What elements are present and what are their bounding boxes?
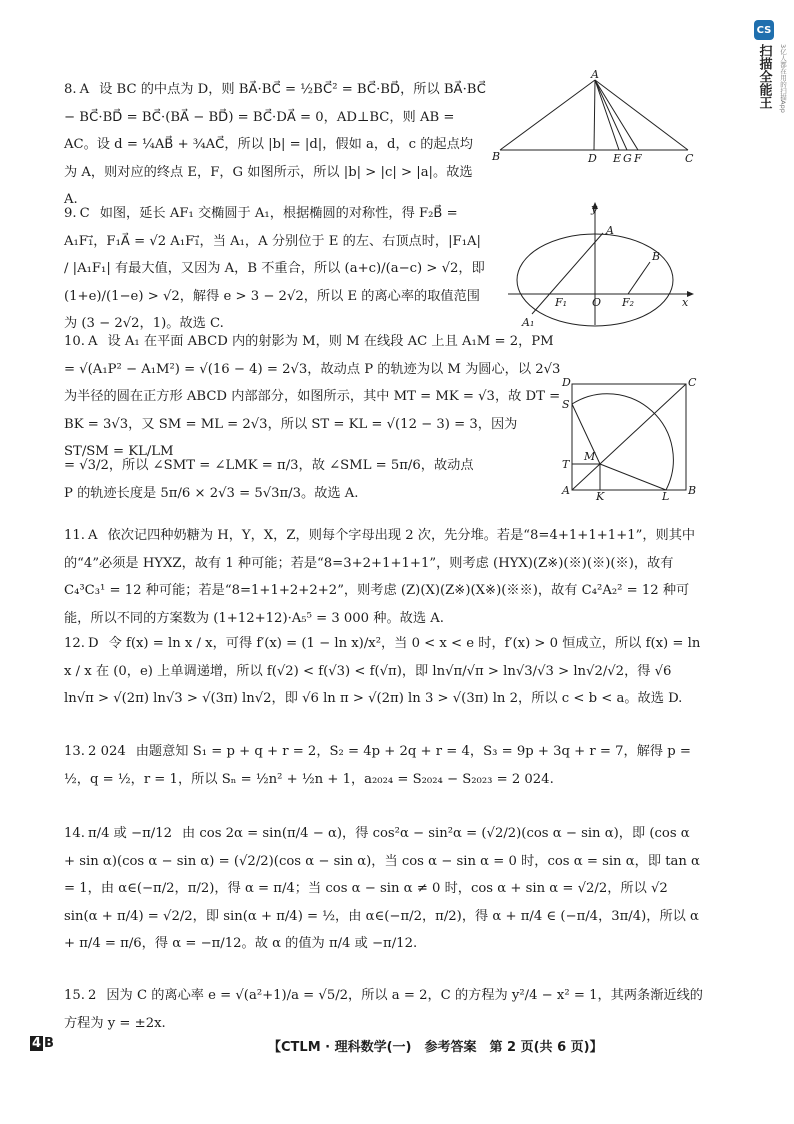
solution-text: 由 cos 2α = sin(π/4 − α)，得 cos²α − sin²α = (√2/2)(cos α − sin α)，即 (cos α + sin α)(cos α − sin α) = (√2/2)(cos α − sin α)，当 cos α − sin α = 0 时，cos α = sin α，即 tan α = 1，由 α∈(−π/2，π/2)，得 α = π/4；当 cos α − sin α ≠ 0 时，cos α + sin α = √2/2，所以 √2 sin(α + π/4) = √2/2，即 sin(α + π/4) = ½，由 α∈(−π/2，π/2)，得 α + π/4 ∈ (−π/4，3π/4)，所以 α + π/4 = π/6，得 α = −π/12。故 α 的值为 π/4 或 −π/12.	[64, 826, 700, 951]
answer-q10-part1	[64, 328, 564, 466]
answer-choice: A	[87, 334, 98, 349]
answer-q11	[64, 522, 704, 632]
question-number: 10.	[64, 334, 85, 349]
question-number: 15.	[64, 988, 85, 1003]
solution-text: 令 f(x) = ln x / x，可得 f′(x) = (1 − ln x)/x²，当 0 < x < e 时，f′(x) > 0 恒成立，所以 f(x) = ln x / x 在 (0，e) 上单调递增，所以 f(√2) < f(√3) < f(√π)，即 ln√π/√π > ln√3/√3 > ln√2/√2，得 √6 ln√π > √(2π) ln√3 > √(3π) ln√2，即 √6 ln π > √(2π) ln 3 > √(3π) ln 2，所以 c < b < a。故选 D.	[64, 636, 701, 706]
question-number: 8.	[64, 82, 77, 97]
answer-value: 2	[87, 988, 97, 1003]
answer-q10-part2	[64, 452, 486, 507]
paper-code-box: 4	[32, 1036, 42, 1051]
solution-text: 依次记四种奶糖为 H，Y，X，Z，则每个字母出现 2 次，先分堆。若是“8=4+1+1+1+1”，则其中的“4”必须是 HYXZ，故有 1 种可能；若是“8=3+2+1+1+1”，则考虑 (HYX)(Z※)(※)(※)(※)，故有 C₄³C₃¹ = 12 种可能；若是“8=1+1+2+2+2”，则考虑 (Z)(X)(Z※)(X※)(※※)，故有 C₄²A₂² = 12 种可能，所以不同的方案数为 (1+12+12)·A₅⁵ = 3 000 种。故选 A.	[64, 528, 696, 626]
answer-q8	[64, 76, 486, 214]
point-g-label: G	[623, 152, 632, 165]
paper-code	[30, 1036, 54, 1051]
solution-text: 由题意知 S₁ = p + q + r = 2，S₂ = 4p + 2q + r = 4，S₃ = 9p + 3q + r = 7，解得 p = ½，q = ½，r = 1，所以 Sₙ = ½n² + ½n + 1，a₂₀₂₄ = S₂₀₂₄ − S₂₀₂₃ = 2 024.	[64, 744, 691, 787]
question-number: 9.	[64, 206, 77, 221]
focus-f1-label: F₁	[555, 296, 568, 309]
origin-label: O	[592, 296, 602, 309]
question-number: 11.	[64, 528, 85, 543]
footer-title: 【CTLM · 理科数学(一) 参考答案 第 2 页(共 6 页)】	[268, 1040, 603, 1055]
solution-text-continued: = √3/2，所以 ∠SMT = ∠LMK = π/3，故 ∠SML = 5π/6，故动点 P 的轨迹长度是 5π/6 × 2√3 = 5√3π/3。故选 A.	[64, 458, 474, 501]
answer-q14	[64, 820, 704, 958]
answer-choice: D	[87, 636, 99, 651]
point-m-label: M	[584, 450, 596, 463]
point-a1-label: A₁	[522, 316, 535, 329]
square-figure-q10	[558, 372, 698, 502]
point-e-label: E	[613, 152, 622, 165]
answer-choice: C	[79, 206, 90, 221]
answer-choice: A	[79, 82, 90, 97]
answer-value: π/4 或 −π/12	[87, 826, 172, 841]
answer-q13	[64, 738, 704, 793]
point-k-label: K	[596, 490, 605, 502]
triangle-figure-q8	[490, 70, 700, 166]
x-axis-label: x	[682, 296, 689, 309]
focus-f2-label: F₂	[622, 296, 635, 309]
answer-q12	[64, 630, 704, 713]
answer-q15	[64, 982, 704, 1037]
scanner-app-name: 扫描全能王	[756, 44, 772, 109]
vertex-c-label: C	[685, 152, 694, 165]
point-a-label: A	[606, 224, 614, 237]
vertex-a-label: A	[591, 70, 599, 81]
question-number: 13.	[64, 744, 85, 759]
solution-text: 设 BC 的中点为 D，则 BA⃗·BC⃗ = ½BC⃗² = BC⃗·BD⃗，所以 BA⃗·BC⃗ − BC⃗·BD⃗ = BC⃗·(BA⃗ − BD⃗) = BC⃗·DA⃗ = 0，AD⊥BC，则 AB = AC。设 d = ¼AB⃗ + ¾AC⃗，所以 |b| = |d|，假如 a，d，c 的起点均为 A，则对应的终点 E，F，G 如图所示，所以 |b| > |c| > |a|。故选 A.	[64, 82, 486, 207]
vertex-d-label: D	[562, 376, 571, 389]
scanner-watermark	[752, 20, 776, 136]
vertex-b-label: B	[492, 150, 501, 163]
scanner-tagline: 3亿人都在用的扫描App	[779, 44, 787, 113]
point-t-label: T	[562, 458, 570, 471]
page-footer	[30, 1034, 770, 1058]
point-d-label: D	[588, 152, 597, 165]
vertex-b-label: B	[688, 484, 697, 497]
point-f-label: F	[634, 152, 642, 165]
answer-q9	[64, 200, 486, 338]
answer-value: 2 024	[87, 744, 126, 759]
vertex-c-label: C	[688, 376, 697, 389]
point-s-label: S	[562, 398, 570, 411]
question-number: 14.	[64, 826, 85, 841]
ellipse-figure-q9	[500, 200, 700, 330]
point-b-label: B	[652, 250, 661, 263]
answer-choice: A	[87, 528, 98, 543]
point-l-label: L	[662, 490, 670, 502]
solution-text: 如图，延长 AF₁ 交椭圆于 A₁，根据椭圆的对称性，得 F₂B⃗ = A₁F₁⃗，F₁A⃗ = √2 A₁F₁⃗，当 A₁，A 分别位于 E 的左、右顶点时，|F₁A| / |A₁F₁| 有最大值，又因为 A，B 不重合，所以 (a+c)/(a−c) > √2，即 (1+e)/(1−e) > √2，解得 e > 3 − 2√2，所以 E 的离心率的取值范围为 (3 − 2√2，1)。故选 C.	[64, 206, 485, 331]
camscanner-logo-icon: CS	[754, 20, 774, 40]
question-number: 12.	[64, 636, 85, 651]
y-axis-label: y	[591, 202, 598, 215]
paper-code-letter: B	[44, 1036, 54, 1051]
solution-text: 因为 C 的离心率 e = √(a²+1)/a = √5/2，所以 a = 2，C 的方程为 y²/4 − x² = 1，其两条渐近线的方程为 y = ±2x.	[64, 988, 703, 1031]
solution-text: 设 A₁ 在平面 ABCD 内的射影为 M，则 M 在线段 AC 上且 A₁M = 2，PM = √(A₁P² − A₁M²) = √(16 − 4) = 2√3，故动点 P 的轨迹为以 M 为圆心，以 2√3 为半径的圆在正方形 ABCD 内部部分，如图所示，其中 MT = MK = √3，故 DT = BK = 3√3，又 SM = ML = 2√3，所以 ST = KL = √(12 − 3) = 3，因为 ST/SM = KL/LM	[64, 334, 561, 459]
vertex-a-label: A	[562, 484, 570, 497]
